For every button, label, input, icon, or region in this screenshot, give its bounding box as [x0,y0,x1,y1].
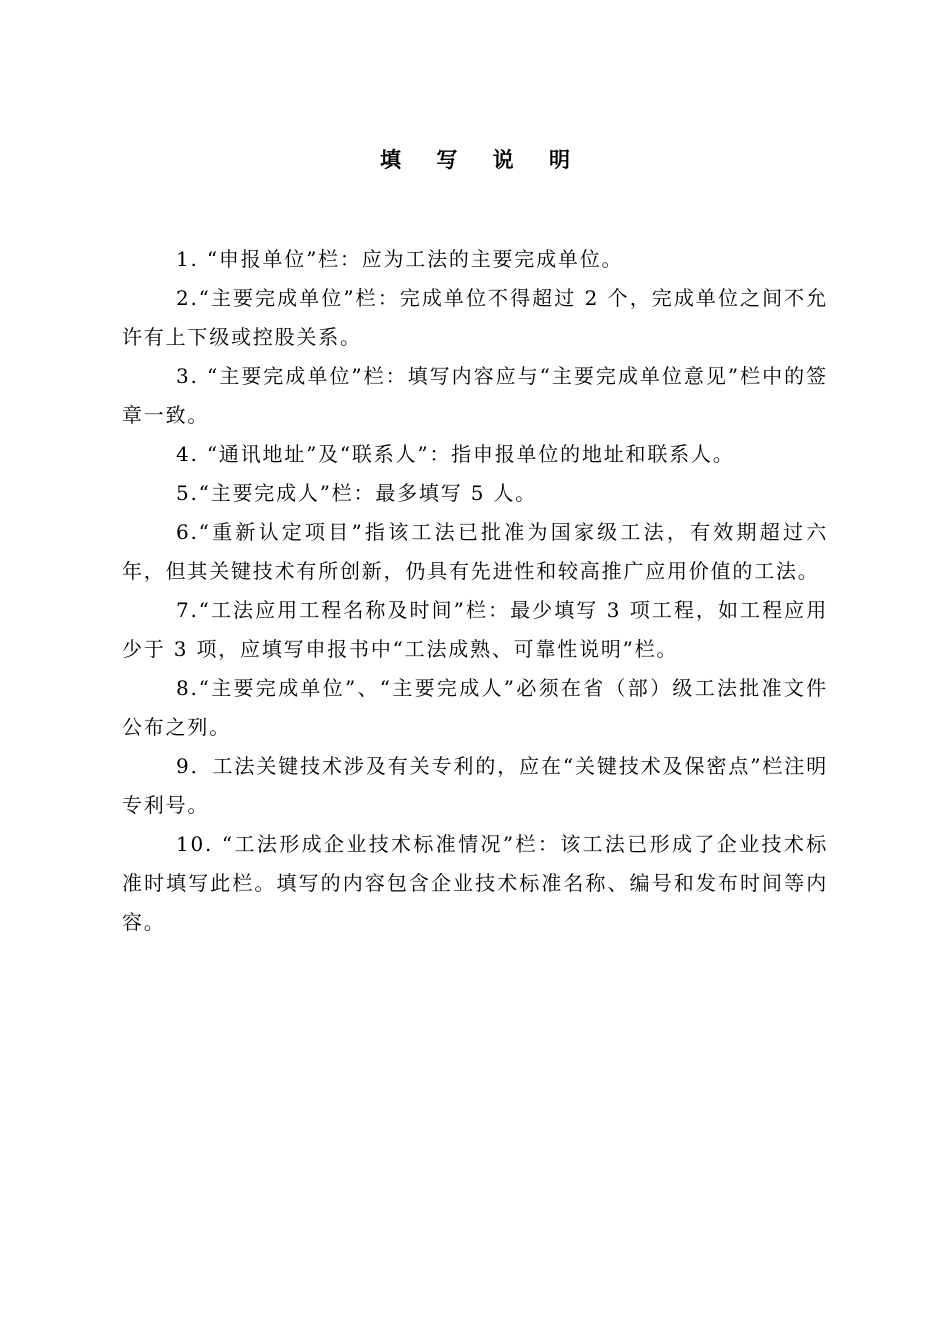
instruction-item-5: 5.“主要完成人”栏：最多填写 5 人。 [176,481,537,505]
instruction-item-9: 9．工法关键技术涉及有关专利的，应在“关键技术及保密点”栏注明专利号。 [122,754,828,817]
instructions-body [122,240,828,942]
instruction-item-1: 1. “申报单位”栏：应为工法的主要完成单位。 [176,247,624,271]
page-title: 填 写 说 明 [380,148,584,172]
instruction-item-3: 3. “主要完成单位”栏：填写内容应与“主要完成单位意见”栏中的签章一致。 [122,364,828,427]
instruction-item-2: 2.“主要完成单位”栏：完成单位不得超过 2 个，完成单位之间不允许有上下级或控股关系。 [122,286,828,349]
instruction-item-7: 7.“工法应用工程名称及时间”栏：最少填写 3 项工程，如工程应用少于 3 项，应填写申报书中“工法成熟、可靠性说明”栏。 [122,598,828,661]
instruction-item-4: 4. “通讯地址”及“联系人”：指申报单位的地址和联系人。 [176,442,735,466]
instruction-item-6: 6.“重新认定项目”指该工法已批准为国家级工法，有效期超过六年，但其关键技术有所创新，仍具有先进性和较高推广应用价值的工法。 [122,520,828,583]
instruction-item-8: 8.“主要完成单位”、“主要完成人”必须在省（部）级工法批准文件公布之列。 [122,676,828,739]
instruction-item-10: 10. “工法形成企业技术标准情况”栏：该工法已形成了企业技术标准时填写此栏。填写的内容包含企业技术标准名称、编号和发布时间等内容。 [122,832,828,934]
